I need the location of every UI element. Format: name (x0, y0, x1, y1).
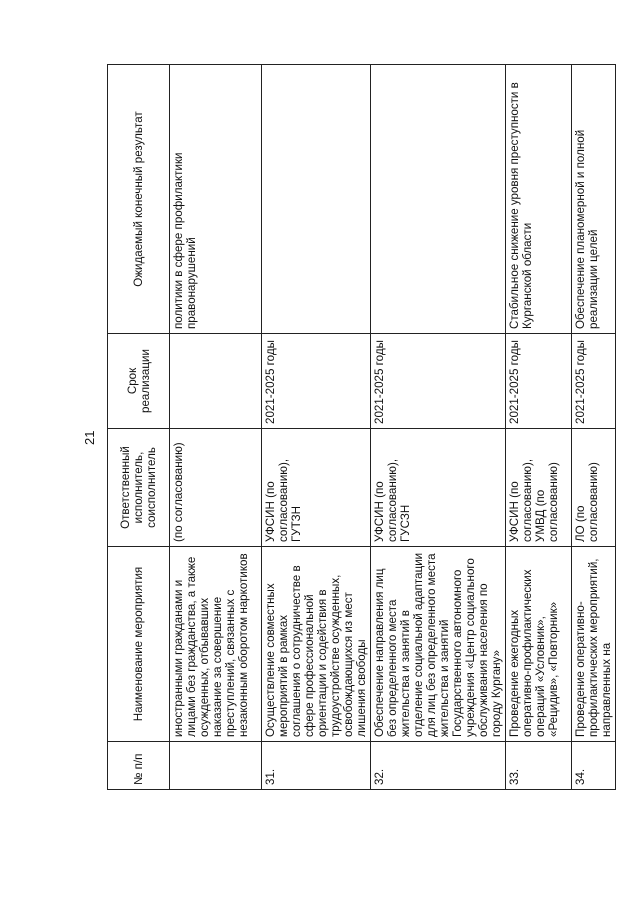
row-executor: (по согласованию) (170, 429, 262, 547)
table-row (371, 65, 506, 790)
row-executor: УФСИН (по согласованию), ГУТЗН (262, 429, 371, 547)
row-term: 2021-2025 годы (262, 334, 371, 429)
row-name: иностранными гражданами и лицами без гражданства, а также осужденных, отбывавших наказание за совершение преступлений, связанных с незаконным оборотом наркотиков (170, 547, 262, 742)
table-header-row (108, 65, 170, 790)
row-term: 2021-2025 годы (506, 334, 572, 429)
table-row (506, 65, 572, 790)
row-name: Осуществление совместных мероприятий в рамках соглашения о сотрудничестве в сфере профессиональной ориентации и содействия в трудоустройстве осужденных, освобождающихся из мест лишения свободы (262, 547, 371, 742)
row-num: 31. (262, 742, 371, 790)
row-num (170, 742, 262, 790)
row-executor: ЛО (по согласованию) (572, 429, 616, 547)
row-executor: УФСИН (по согласованию), ГУСЗН (371, 429, 506, 547)
header-num: № п/п (108, 742, 170, 790)
table-row (262, 65, 371, 790)
row-name: Обеспечение направления лиц без определенного места жительства и занятий в отделение социальной адаптации для лиц без определенного места жительства и занятий Государственного автономного учреждения «Центр социального обслуживания населения по городу Кургану» (371, 547, 506, 742)
row-result: Обеспечение планомерной и полной реализации целей (572, 65, 616, 334)
row-term: 2021-2025 годы (572, 334, 616, 429)
row-result: политики в сфере профилактики правонарушений (170, 65, 262, 334)
row-num: 32. (371, 742, 506, 790)
row-term (170, 334, 262, 429)
header-executor: Ответственный исполнитель, соисполнитель (108, 429, 170, 547)
table-row (170, 65, 262, 790)
page-number: 21 (82, 430, 97, 445)
row-name: Проведение ежегодных оперативно-профилактических операций «Условник», «Рецидив», «Повторник» (506, 547, 572, 742)
row-term: 2021-2025 годы (371, 334, 506, 429)
row-num: 34. (572, 742, 616, 790)
row-name: Проведение оперативно-профилактических мероприятий, направленных на (572, 547, 616, 742)
header-name: Наименование мероприятия (108, 547, 170, 742)
row-result (371, 65, 506, 334)
table-row (572, 65, 616, 790)
header-result: Ожидаемый конечный результат (108, 65, 170, 334)
row-result: Стабильное снижение уровня преступности в Курганской области (506, 65, 572, 334)
header-term: Срок реализации (108, 334, 170, 429)
row-executor: УФСИН (по согласованию), УМВД (по согласованию) (506, 429, 572, 547)
row-num: 33. (506, 742, 572, 790)
measures-table (107, 64, 616, 790)
row-result (262, 65, 371, 334)
rotated-table-frame (107, 65, 613, 790)
